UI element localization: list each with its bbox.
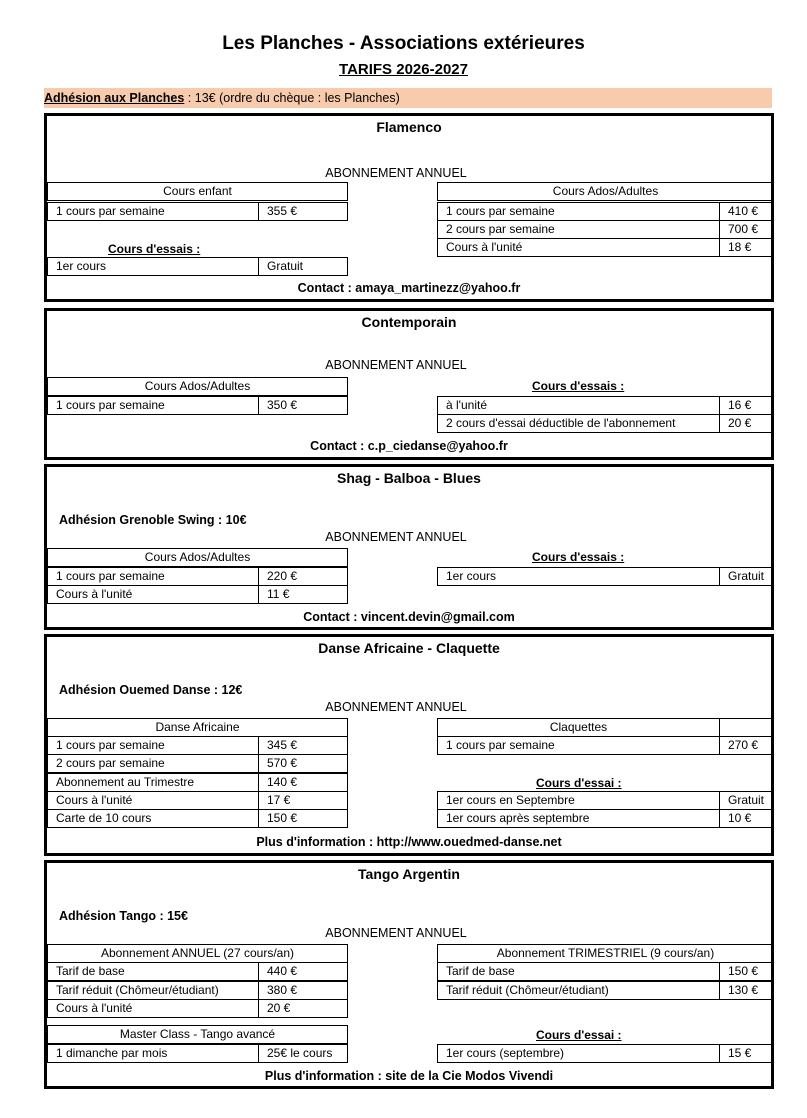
row-price: 270 €	[719, 736, 774, 755]
row-price: 17 €	[258, 791, 348, 810]
row-price: 345 €	[258, 736, 348, 755]
row-label: 1er cours	[47, 257, 259, 276]
annuel-header: Abonnement ANNUEL (27 cours/an)	[47, 944, 348, 963]
trimestriel-header: Abonnement TRIMESTRIEL (9 cours/an)	[437, 944, 774, 963]
contact: Contact : amaya_martinezz@yahoo.fr	[297, 281, 521, 295]
row-label: 1 cours par semaine	[437, 202, 720, 221]
page-title: Les Planches - Associations extérieures	[222, 33, 585, 54]
section-contemporain	[44, 308, 774, 460]
row-label: Cours à l'unité	[437, 238, 720, 257]
africaine-header: Danse Africaine	[47, 718, 348, 737]
row-price: 15 €	[719, 1044, 774, 1063]
row-price: 16 €	[719, 396, 774, 415]
row-price: 150 €	[258, 809, 348, 828]
row-price: 355 €	[258, 202, 348, 221]
row-label: 1 cours par semaine	[47, 567, 259, 586]
row-label: Carte de 10 cours	[47, 809, 259, 828]
row-label: Tarif de base	[437, 962, 720, 981]
adhesion-note: Adhésion Grenoble Swing : 10€	[59, 513, 247, 527]
row-label: Tarif de base	[47, 962, 259, 981]
row-price: 20 €	[719, 414, 774, 433]
row-label: 1 cours par semaine	[47, 736, 259, 755]
abonnement-label: ABONNEMENT ANNUEL	[325, 358, 467, 372]
row-label: 1 cours par semaine	[47, 202, 259, 221]
adultes-header: Cours Ados/Adultes	[437, 182, 774, 201]
row-price: 20 €	[258, 999, 348, 1018]
row-price: 380 €	[258, 981, 348, 1000]
section-title: Danse Africaine - Claquette	[318, 640, 500, 656]
essai-title: Cours d'essai :	[536, 1028, 622, 1042]
row-price: 140 €	[258, 773, 348, 792]
essais-title: Cours d'essais :	[108, 242, 201, 256]
adultes-header: Cours Ados/Adultes	[47, 377, 348, 396]
info: Plus d'information : site de la Cie Modos Vivendi	[264, 1069, 554, 1083]
contact: Contact : c.p_ciedanse@yahoo.fr	[310, 439, 508, 453]
row-price: 130 €	[719, 981, 774, 1000]
row-price: 18 €	[719, 238, 774, 257]
row-price: 10 €	[719, 809, 774, 828]
row-price: 410 €	[719, 202, 774, 221]
row-label: 1er cours (septembre)	[437, 1044, 720, 1063]
row-label: 1 dimanche par mois	[47, 1044, 259, 1063]
adhesion-note: Adhésion Tango : 15€	[59, 909, 188, 923]
contact: Contact : vincent.devin@gmail.com	[303, 610, 515, 624]
essais-title: Cours d'essais :	[532, 550, 625, 564]
essais-title: Cours d'essais :	[532, 379, 625, 393]
row-label: 1er cours	[437, 567, 720, 586]
row-price: 220 €	[258, 567, 348, 586]
section-tango	[44, 860, 774, 1089]
section-shag	[44, 464, 774, 630]
row-price: 350 €	[258, 396, 348, 415]
claquettes-header: Claquettes	[437, 718, 720, 737]
enfant-header: Cours enfant	[47, 182, 348, 201]
row-price: 150 €	[719, 962, 774, 981]
row-label: 1er cours en Septembre	[437, 791, 720, 810]
row-price: Gratuit	[258, 257, 348, 276]
row-price: 440 €	[258, 962, 348, 981]
info: Plus d'information : http://www.ouedmed-danse.net	[256, 835, 562, 849]
row-label: Cours à l'unité	[47, 585, 259, 604]
row-label: à l'unité	[437, 396, 720, 415]
essai-title: Cours d'essai :	[536, 776, 622, 790]
section-title: Shag - Balboa - Blues	[337, 470, 481, 486]
row-label: Tarif réduit (Chômeur/étudiant)	[47, 981, 259, 1000]
row-label: Abonnement au Trimestre	[47, 773, 259, 792]
abonnement-label: ABONNEMENT ANNUEL	[325, 166, 467, 180]
section-africaine	[44, 634, 774, 856]
row-label: Tarif réduit (Chômeur/étudiant)	[437, 981, 720, 1000]
abonnement-label: ABONNEMENT ANNUEL	[325, 530, 467, 544]
row-label: Cours à l'unité	[47, 791, 259, 810]
row-label: 2 cours par semaine	[437, 220, 720, 239]
row-price: Gratuit	[719, 791, 774, 810]
row-price: 570 €	[258, 754, 348, 773]
row-price: 25€ le cours	[258, 1044, 348, 1063]
section-title: Tango Argentin	[358, 866, 460, 882]
planches-adhesion: Adhésion aux Planches : 13€ (ordre du chèque : les Planches)	[44, 88, 772, 108]
row-label: 1er cours après septembre	[437, 809, 720, 828]
row-label: Cours à l'unité	[47, 999, 259, 1018]
adhesion-note: Adhésion Ouemed Danse : 12€	[59, 683, 243, 697]
abonnement-label: ABONNEMENT ANNUEL	[325, 926, 467, 940]
section-flamenco	[44, 113, 774, 302]
row-price: Gratuit	[719, 567, 774, 586]
masterclass-header: Master Class - Tango avancé	[47, 1025, 348, 1044]
row-price: 11 €	[258, 585, 348, 604]
empty-cell	[719, 718, 774, 737]
row-label: 2 cours d'essai déductible de l'abonnement	[437, 414, 720, 433]
page-subtitle: TARIFS 2026-2027	[339, 61, 468, 78]
abonnement-label: ABONNEMENT ANNUEL	[325, 700, 467, 714]
row-label: 2 cours par semaine	[47, 754, 259, 773]
row-label: 1 cours par semaine	[47, 396, 259, 415]
row-label: 1 cours par semaine	[437, 736, 720, 755]
adultes-header: Cours Ados/Adultes	[47, 548, 348, 567]
row-price: 700 €	[719, 220, 774, 239]
section-title: Contemporain	[361, 314, 457, 330]
section-title: Flamenco	[376, 119, 442, 135]
